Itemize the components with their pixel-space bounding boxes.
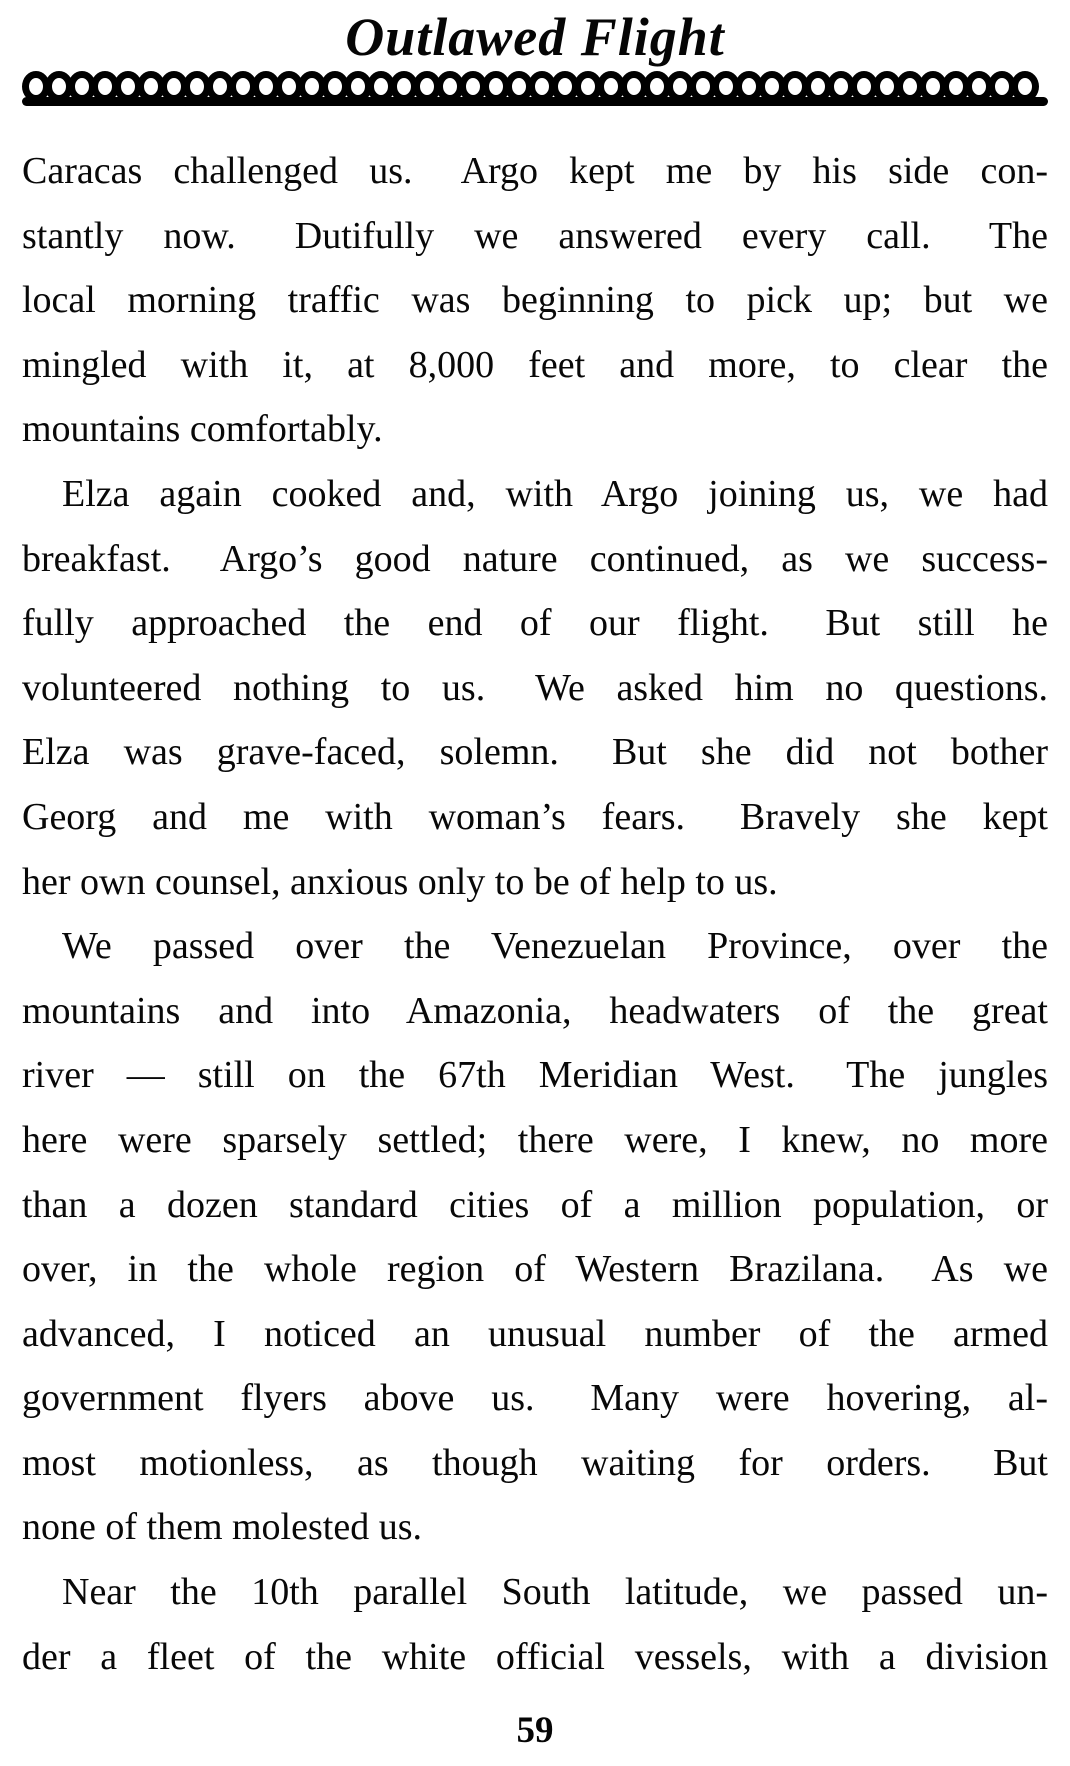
text-line: mingled with it, at 8,000 feet and more, to clear the [22, 343, 1048, 386]
text-line: over, in the whole region of Western Brazilana. As we [22, 1248, 1048, 1291]
page-number: 59 [516, 1710, 554, 1752]
text-line: Georg and me with woman’s fears. Bravely she kept [22, 795, 1048, 838]
text-line: here were sparsely settled; there were, I knew, no more [22, 1118, 1048, 1161]
text-line: stantly now. Dutifully we answered every call. The [22, 214, 1048, 257]
text-line: than a dozen standard cities of a million population, or [22, 1183, 1048, 1226]
body-text [22, 139, 1048, 1689]
chain-border-ornament [22, 71, 1048, 109]
page-title: Outlawed Flight [345, 7, 725, 67]
text-line: Near the 10th parallel South latitude, we passed un- [62, 1571, 1048, 1614]
text-line: Elza again cooked and, with Argo joining us, we had [62, 472, 1048, 515]
text-line: volunteered nothing to us. We asked him no questions. [22, 666, 1048, 709]
text-line: fully approached the end of our flight. But still he [22, 602, 1048, 645]
text-line: We passed over the Venezuelan Province, over the [62, 925, 1048, 968]
text-line: her own counsel, anxious only to be of help to us. [22, 860, 778, 903]
text-line: none of them molested us. [22, 1506, 422, 1549]
text-line: Elza was grave-faced, solemn. But she did not bother [22, 731, 1048, 774]
text-line: breakfast. Argo’s good nature continued, as we success- [22, 537, 1048, 580]
text-line: advanced, I noticed an unusual number of the armed [22, 1312, 1048, 1355]
text-line: local morning traffic was beginning to pick up; but we [22, 279, 1048, 322]
text-line: river — still on the 67th Meridian West. The jungles [22, 1054, 1048, 1097]
text-line: government flyers above us. Many were hovering, al- [22, 1377, 1048, 1420]
text-line: Caracas challenged us. Argo kept me by his side con- [22, 150, 1048, 192]
text-line: most motionless, as though waiting for orders. But [22, 1441, 1048, 1484]
text-line: mountains comfortably. [22, 408, 383, 451]
text-line: der a fleet of the white official vessels, with a division [22, 1635, 1048, 1678]
text-line: mountains and into Amazonia, headwaters of the great [22, 989, 1048, 1032]
chain-link [1011, 71, 1039, 102]
